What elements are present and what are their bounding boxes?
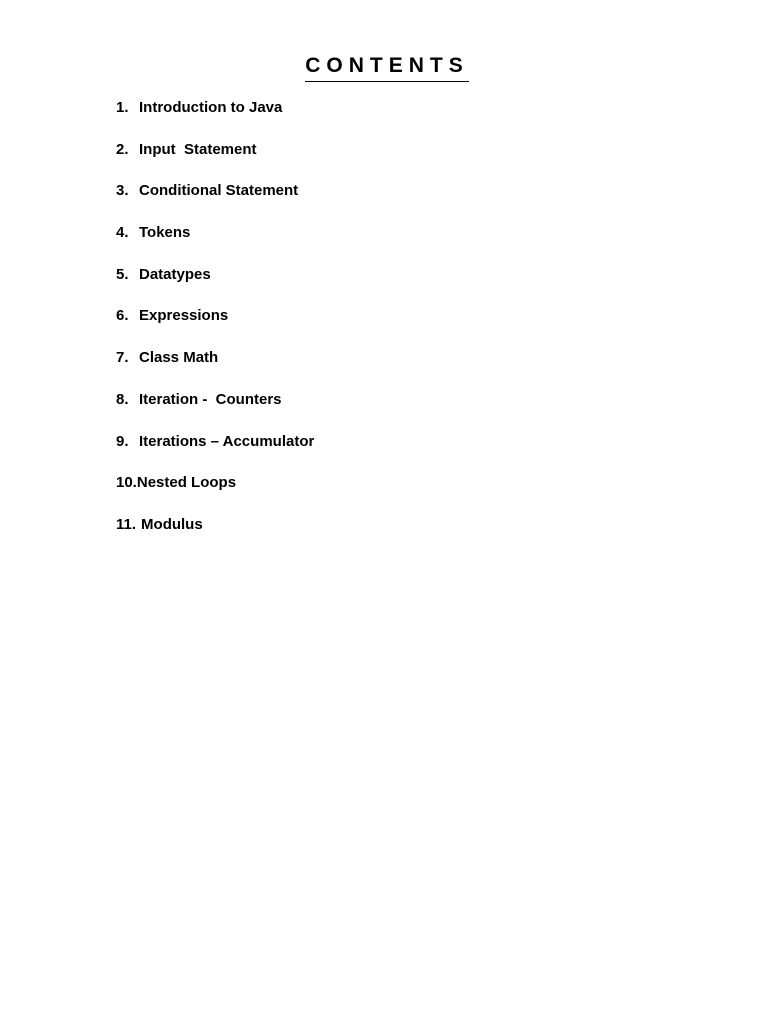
toc-item xyxy=(116,96,314,138)
toc-item xyxy=(116,430,314,472)
page-title xyxy=(0,52,768,82)
toc-item-label: Nested Loops xyxy=(136,474,237,492)
toc-item-label: Introduction to Java xyxy=(139,99,283,116)
toc-item-number: 1. xyxy=(116,99,129,116)
table-of-contents xyxy=(116,96,314,555)
toc-item-label: Datatypes xyxy=(139,265,211,283)
toc-item xyxy=(116,346,314,388)
toc-item-number: 6. xyxy=(116,307,129,325)
toc-item-label: Expressions xyxy=(139,307,229,325)
toc-item xyxy=(116,263,314,305)
toc-item xyxy=(116,388,314,430)
toc-item-number: 10. xyxy=(116,474,137,492)
toc-item-label: Modulus xyxy=(141,515,203,533)
toc-item xyxy=(116,471,314,513)
toc-item-number: 4. xyxy=(116,224,129,242)
toc-item-label: Iterations – Accumulator xyxy=(139,432,315,450)
toc-item-number: 9. xyxy=(116,432,129,450)
toc-item-number: 8. xyxy=(116,390,129,408)
toc-item-label: Iteration - Counters xyxy=(139,390,282,408)
contents-heading: CONTENTS xyxy=(305,52,469,82)
toc-item xyxy=(116,304,314,346)
toc-item xyxy=(116,221,314,263)
toc-item xyxy=(116,179,314,221)
toc-item-number: 2. xyxy=(116,140,129,158)
toc-item xyxy=(116,513,314,555)
toc-item-number: 11. xyxy=(116,515,137,533)
toc-item-label: Tokens xyxy=(139,224,191,242)
toc-item xyxy=(116,138,314,180)
toc-item-number: 7. xyxy=(116,349,129,367)
toc-item-label: Input Statement xyxy=(139,140,257,158)
toc-item-number: 5. xyxy=(116,265,129,283)
toc-item-label: Class Math xyxy=(139,349,219,367)
toc-item-number: 3. xyxy=(116,182,129,200)
toc-item-label: Conditional Statement xyxy=(139,182,299,200)
